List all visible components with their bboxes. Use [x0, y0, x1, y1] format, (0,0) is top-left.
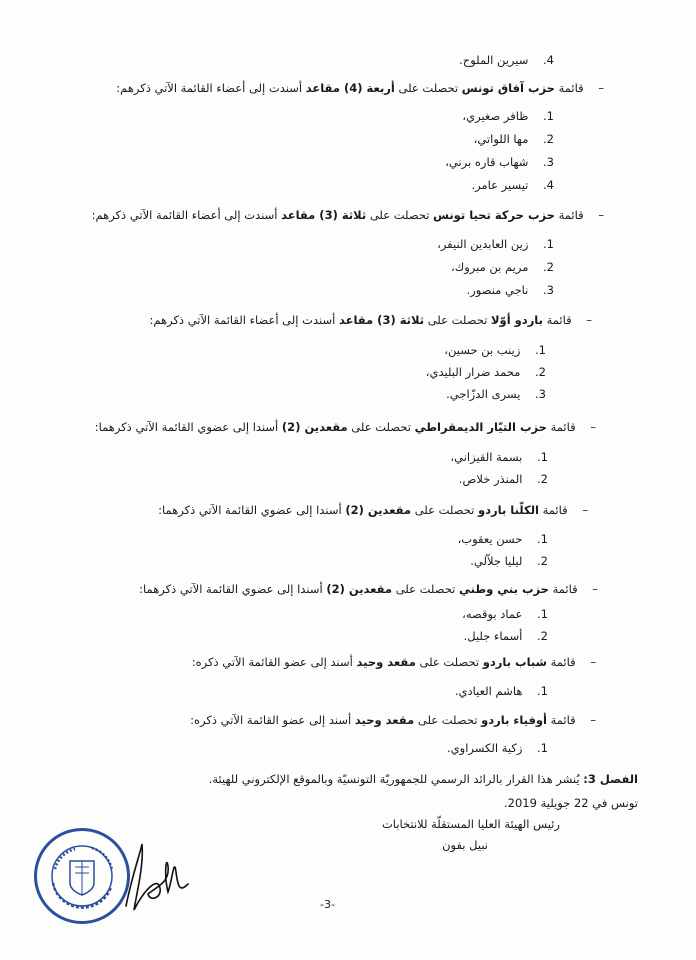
list-item: 1. زكية الكسراوي. [447, 741, 548, 755]
date-line: تونس في 22 جويلية 2019. [504, 796, 638, 810]
list-item: 1. هاشم العيادي. [454, 684, 548, 698]
list-item: 1. ظافر صغيري، [462, 109, 554, 123]
stamp-seal-icon [37, 831, 127, 921]
list-heading-afek-tounes: – قائمة حزب آفاق تونس تحصلت على أربعة (4) مقاعد أسندت إلى أعضاء القائمة الآتي ذكرهم: [116, 81, 604, 95]
list-heading-tahya-tounes: – قائمة حزب حركة تحيا تونس تحصلت على ثلاثة (3) مقاعد أسندت إلى أعضاء القائمة الآتي ذكرهم: [91, 208, 604, 222]
article-3: الفصل 3: يُنشر هذا القرار بالرائد الرسمي للجمهوريّة التونسيّة وبالموقع الإلكتروني للهيئة. [208, 772, 638, 786]
official-stamp [34, 828, 130, 924]
list-item: 4. سيرين الملوح. [459, 53, 554, 67]
list-item: 2. محمد ضرار البليدي، [425, 365, 546, 379]
signatory-name: نبيل بفون [442, 838, 488, 852]
list-item: 1. زينب بن حسين، [444, 343, 546, 357]
list-heading-kollna-bardo: – قائمة الكلّنا باردو تحصلت على مقعدين (2) أسندا إلى عضوي القائمة الآتي ذكرهما: [158, 503, 588, 517]
list-item: 2. أسماء جليل. [463, 629, 548, 643]
list-heading-awfiya-bardo: – قائمة أوفياء باردو تحصلت على مقعد وحيد أسند إلى عضو القائمة الآتي ذكره: [190, 713, 596, 727]
list-item: 2. مريم بن مبروك، [451, 260, 554, 274]
list-item: 2. المنذر خلاص. [458, 472, 548, 486]
list-heading-chabab-bardo: – قائمة شباب باردو تحصلت على مقعد وحيد أسند إلى عضو القائمة الآتي ذكره: [191, 655, 596, 669]
list-heading-bani-watani: – قائمة حزب بني وطني تحصلت على مقعدين (2) أسندا إلى عضوي القائمة الآتي ذكرهما: [139, 582, 598, 596]
list-item: 1. زين العابدين النيفر، [437, 237, 554, 251]
page-number: -3- [320, 898, 335, 911]
list-heading-courant-democrate: – قائمة حزب التيّار الديمقراطي تحصلت على مقعدين (2) أسندا إلى عضوي القائمة الآتي ذكرهما: [94, 420, 596, 434]
list-item: 2. ليليا جلاّلي. [470, 554, 548, 568]
list-item: 4. تيسير عامر. [471, 178, 554, 192]
list-item: 1. بسمة القيزاني، [450, 450, 548, 464]
signatory-title: رئيس الهيئة العليا المستقلّة للانتخابات [381, 817, 560, 831]
list-item: 1. عماد بوقصه، [462, 607, 548, 621]
list-item: 3. ناجي منصور. [466, 283, 554, 297]
list-item: 2. مها اللواتي، [473, 132, 554, 146]
list-item: 3. شهاب قاره برني، [445, 155, 554, 169]
list-heading-bardo-awalan: – قائمة باردو أوّلا تحصلت على ثلاثة (3) مقاعد أسندت إلى أعضاء القائمة الآتي ذكرهم: [149, 313, 592, 327]
list-item: 3. يسرى الدزّاجي. [446, 387, 546, 401]
list-item: 1. حسن يعقوب، [457, 532, 548, 546]
handwritten-signature [118, 836, 194, 916]
